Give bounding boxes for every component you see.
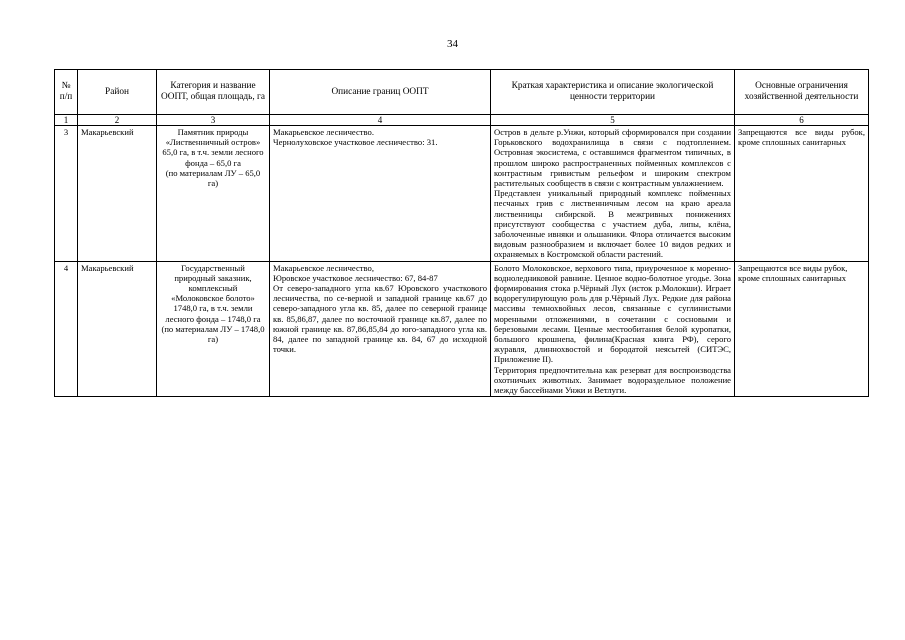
boundaries-line: Макарьевское лесничество, [273, 262, 374, 273]
category-line: (по материалам ЛУ – 1748,0 га) [161, 323, 265, 345]
category-line: (по материалам ЛУ – 65,0 га) [165, 167, 261, 189]
boundaries-cell [270, 261, 491, 397]
restrictions-cell: Запрещаются все виды рубок, кроме сплошных санитарных [735, 261, 869, 397]
characteristic-cell [491, 261, 735, 397]
header-row [55, 70, 869, 115]
category-line: «Молоковское болото» [171, 293, 255, 304]
header-district: Район [78, 70, 157, 115]
restrictions-cell: Запрещаются все виды рубок, кроме сплошных санитарных [735, 126, 869, 262]
column-number: 3 [157, 115, 270, 126]
table-row [55, 126, 869, 262]
row-number: 4 [55, 261, 78, 397]
boundaries-line: От северо-западного угла кв.67 Юровского участкового лесничества, по се-верной и западной границе кв.67 до северо-западного угла кв. 85, далее по северной границе кв. 85,86,87, далее по восточной границе кв.87, далее по южной границе кв. 87,86,85,84 до юго-западного угла кв. 84, далее по западной границе кв. 84, 67 до исходной точки. [273, 283, 487, 355]
column-number-row [55, 115, 869, 126]
category-cell [157, 126, 270, 262]
characteristic-paragraph: Остров в дельте р.Унжи, который сформировался при создании Горьковского водохранилища в связи с подтоплением. Островная экосистема, с оставшимся фрагментом типичных, в прошлом широко распространенных пойменных комплексов с контрастным гривистым рельефом и широким спектром растительных сообществ в связи с контрастным увлажнением. [494, 127, 731, 189]
page-number: 34 [447, 38, 458, 50]
boundaries-line: Чернолуховское участковое лесничество: 31. [273, 137, 438, 148]
header-boundaries: Описание границ ООПТ [270, 70, 491, 115]
oopt-table [54, 69, 869, 397]
boundaries-line: Юровское участковое лесничество: 67, 84-87 [273, 272, 438, 283]
column-number: 5 [491, 115, 735, 126]
district-cell: Макарьевский [78, 261, 157, 397]
characteristic-paragraph: Представлен уникальный природный комплекс пойменных песчаных грив с лиственничным лесом на краю ареала лиственницы сибирской. В межгривных понижениях присутствуют сообщества с участием дуба, липы, клёна, заболоченные ивняки и ольшаники. Флора отличается высоким видовым разнообразием и включает более 10 видов редких и охраняемых в Костромской области растений. [494, 188, 731, 260]
boundaries-cell [270, 126, 491, 262]
column-number: 6 [735, 115, 869, 126]
row-number: 3 [55, 126, 78, 262]
characteristic-cell [491, 126, 735, 262]
header-characteristic: Краткая характеристика и описание экологической ценности территории [491, 70, 735, 115]
category-line: 65,0 га, в т.ч. земли лесного фонда – 65,0 га [162, 147, 264, 168]
district-cell: Макарьевский [78, 126, 157, 262]
category-line: «Лиственничный остров» [165, 137, 261, 148]
category-line: Памятник природы [177, 127, 249, 137]
column-number: 1 [55, 115, 78, 126]
boundaries-line: Макарьевское лесничество. [273, 127, 374, 137]
characteristic-paragraph: Болото Молоковское, верхового типа, приуроченное к моренно-водноледниковой равнине. Ценное водно-болотное угодье. Зона формирования стока р.Чёрный Лух (исток р.Молокши). Играет водорегулирующую роль для р.Чёрный Лух. Редкие для района массивы темнохвойных лесов, связанные с суглинистыми моренными отложениями, в сочетании с сосновыми и березовыми лесами. Ценные местообитания белой куропатки, большого крошнепа, филина(Красная книга РФ), серого журавля, длиннохвостой и бородатой неясытей (СИТЭС, Приложение II). [494, 262, 731, 365]
category-line: Государственный природный заказник, комплексный [174, 262, 252, 294]
header-category: Категория и название ООПТ, общая площадь, га [157, 70, 270, 115]
category-line: 1748,0 га, в т.ч. земли лесного фонда – 1748,0 га [165, 303, 261, 324]
column-number: 2 [78, 115, 157, 126]
characteristic-paragraph: Территория предпочтительна как резерват для воспроизводства охотничьих животных. Занимает водораздельное положение между бассейнами Унжи и Ветлуги. [494, 364, 731, 396]
column-number: 4 [270, 115, 491, 126]
table-row [55, 261, 869, 397]
header-restrictions: Основные ограничения хозяйственной деятельности [735, 70, 869, 115]
header-num: № п/п [55, 70, 78, 115]
category-cell [157, 261, 270, 397]
